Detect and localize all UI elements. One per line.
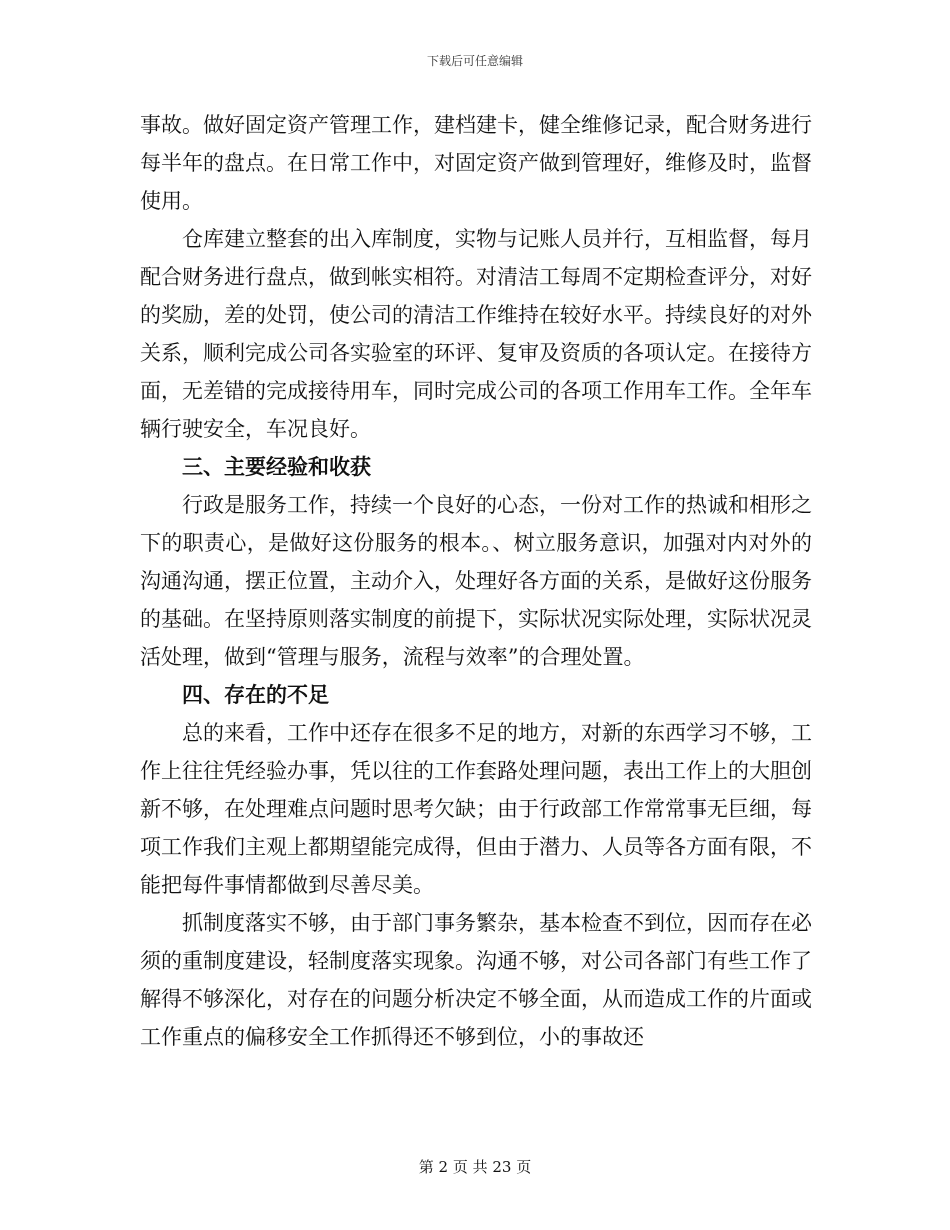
paragraph-shortcomings: 总的来看，工作中还存在很多不足的地方，对新的东西学习不够，工作上往往凭经验办事，凭以往的工作套路处理问题，表出工作上的大胆创新不够，在处理难点问题时思考欠缺；由于行政部工作常常事无巨细，每项工作我们主观上都期望能完成得，但由于潜力、人员等各方面有限，不能把每件事情都做到尽善尽美。 [140, 721, 812, 897]
document-body [140, 106, 812, 1056]
section-heading-experience: 三、主要经验和收获 [182, 455, 371, 479]
section-heading-shortcomings: 四、存在的不足 [182, 683, 329, 707]
page-footer: 第 2 页 共 23 页 [418, 1158, 532, 1176]
paragraph-continued: 事故。做好固定资产管理工作，建档建卡，健全维修记录，配合财务进行每半年的盘点。在日常工作中，对固定资产做到管理好，维修及时，监督使用。 [140, 113, 812, 213]
paragraph-experience: 行政是服务工作，持续一个良好的心态，一份对工作的热诚和相形之下的职责心，是做好这份服务的根本。、树立服务意识，加强对内对外的沟通沟通，摆正位置，主动介入，处理好各方面的关系，是做好这份服务的基础。在坚持原则落实制度的前提下，实际状况实际处理，实际状况灵活处理，做到“管理与服务，流程与效率”的合理处置。 [140, 493, 812, 669]
paragraph-warehouse: 仓库建立整套的出入库制度，实物与记账人员并行，互相监督，每月配合财务进行盘点，做到帐实相符。对清洁工每周不定期检查评分，对好的奖励，差的处罚，使公司的清洁工作维持在较好水平。持续良好的对外关系，顺利完成公司各实验室的环评、复审及资质的各项认定。在接待方面，无差错的完成接待用车，同时完成公司的各项工作用车工作。全年车辆行驶安全，车况良好。 [140, 227, 812, 441]
paragraph-system: 抓制度落实不够，由于部门事务繁杂，基本检查不到位，因而存在必须的重制度建设，轻制度落实现象。沟通不够，对公司各部门有些工作了解得不够深化，对存在的问题分析决定不够全面，从而造成工作的片面或工作重点的偏移安全工作抓得还不够到位，小的事故还 [140, 911, 812, 1049]
page-header: 下载后可任意编辑 [426, 54, 523, 68]
